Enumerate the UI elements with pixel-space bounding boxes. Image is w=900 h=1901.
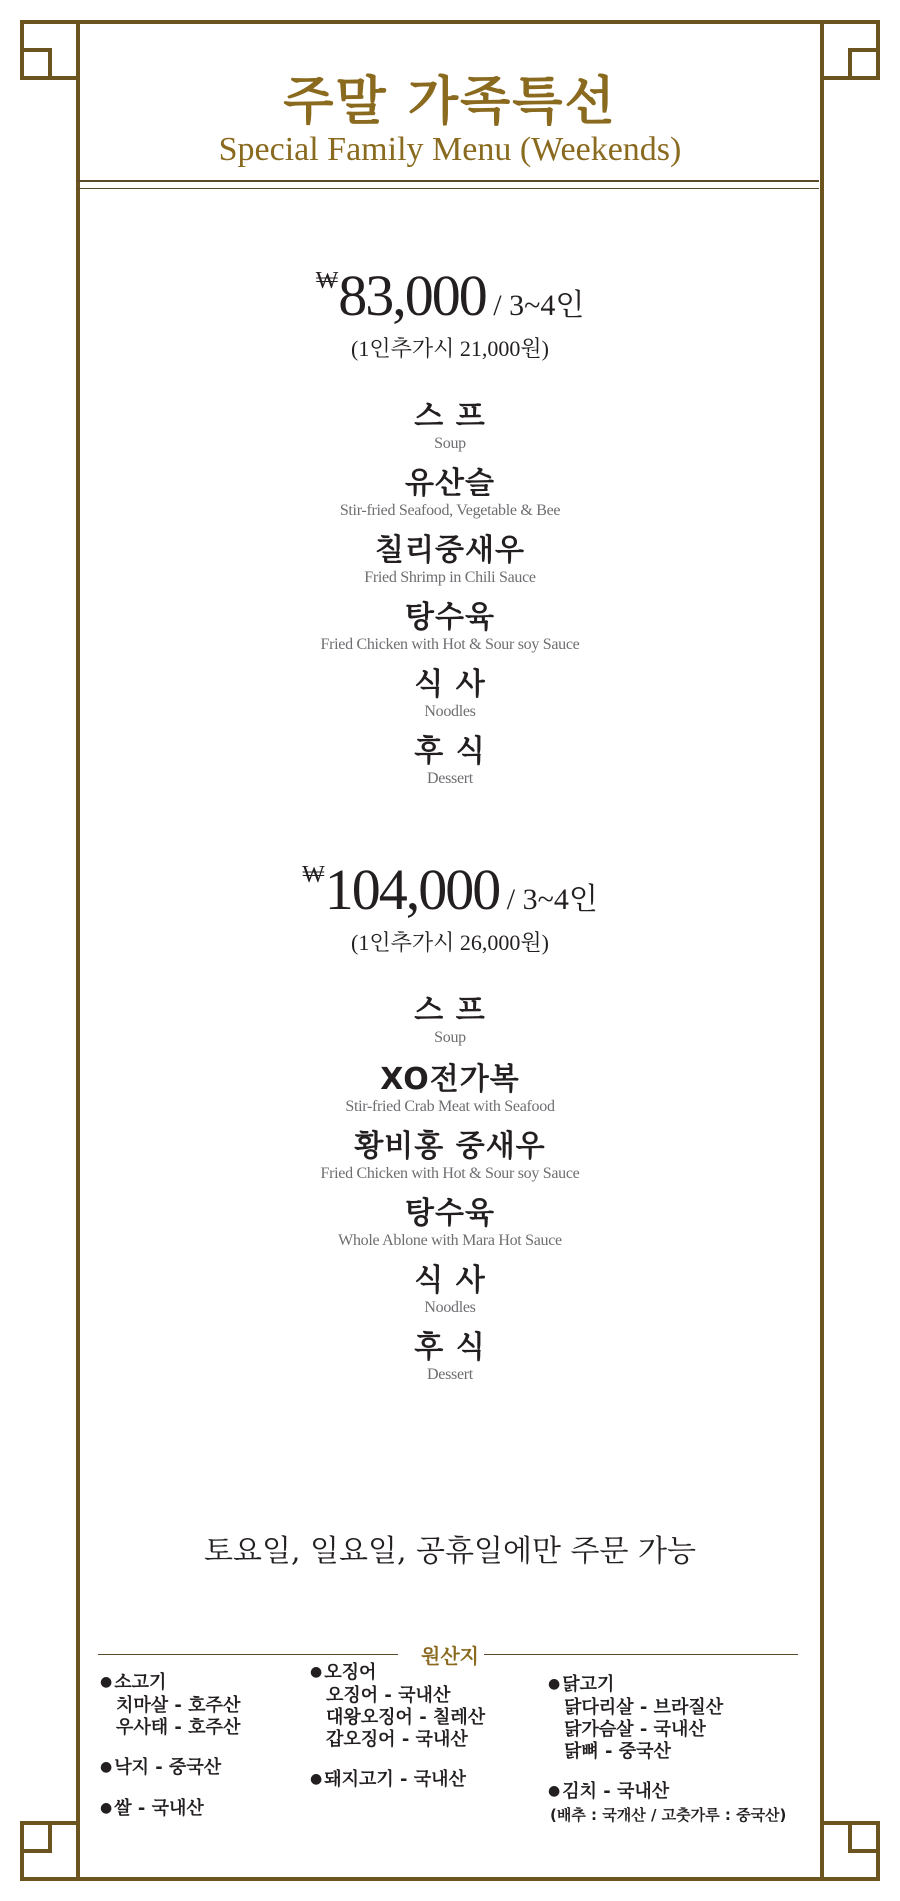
set1-extra-charge: (1인추가시 21,000원)	[351, 336, 549, 361]
origin-beef: ● 소고기	[100, 1672, 240, 1695]
page-subtitle: Special Family Menu (Weekends)	[218, 131, 682, 168]
set2-course-5	[0, 1264, 900, 1318]
course-desc: Noodles	[424, 1299, 476, 1316]
currency-symbol: ₩	[315, 268, 339, 294]
course-desc: Soup	[434, 435, 466, 452]
origin-col-2	[310, 1662, 485, 1810]
course-desc: Whole Ablone with Mara Hot Sauce	[338, 1232, 562, 1249]
origin-chicken-3: 닭뼈 - 중국산	[564, 1741, 671, 1762]
course-desc: Noodles	[424, 703, 476, 720]
origin-squid-3: 갑오징어 - 국내산	[326, 1729, 468, 1750]
course-name: 후 식	[414, 1330, 486, 1365]
set1-price	[0, 262, 900, 329]
course-name: 탕수육	[405, 600, 495, 635]
set1-course-3	[0, 534, 900, 588]
course-desc: Dessert	[427, 1366, 473, 1383]
price-per-people: / 3~4인	[499, 883, 598, 916]
origin-beef-2: 우사태 - 호주산	[116, 1717, 241, 1738]
course-desc: Dessert	[427, 770, 473, 787]
origin-kimchi: ● 김치 - 국내산	[548, 1781, 786, 1804]
origin-title: 원산지	[421, 1644, 479, 1668]
price-per-people: / 3~4인	[485, 289, 585, 322]
origin-col-1	[100, 1672, 240, 1839]
origin-beef-1: 치마살 - 호주산	[116, 1695, 241, 1716]
origin-col-3	[548, 1674, 786, 1826]
origin-rice: ● 쌀 - 국내산	[100, 1798, 240, 1821]
course-name: 스 프	[414, 993, 486, 1028]
course-desc: Fried Shrimp in Chili Sauce	[364, 569, 536, 586]
course-desc: Stir-fried Seafood, Vegetable & Bee	[339, 502, 561, 519]
title-divider-thin	[77, 188, 819, 189]
currency-symbol: ₩	[302, 862, 325, 888]
course-name: XO전가복	[380, 1062, 520, 1097]
set1-course-6	[0, 735, 900, 789]
course-name: 황비홍 중새우	[354, 1129, 546, 1164]
availability-note: 토요일, 일요일, 공휴일에만 주문 가능	[204, 1534, 696, 1569]
title-divider	[77, 180, 819, 182]
origin-octopus: ● 낙지 - 중국산	[100, 1757, 240, 1780]
course-desc: Stir-fried Crab Meat with Seafood	[345, 1098, 555, 1115]
origin-squid-2: 대왕오징어 - 칠레산	[326, 1707, 486, 1728]
course-desc: Soup	[434, 1029, 466, 1046]
set2-course-2	[0, 1063, 900, 1117]
set2-course-soup	[0, 994, 900, 1048]
course-desc: Fried Chicken with Hot & Sour soy Sauce	[320, 636, 580, 653]
origin-kimchi-note: (배추 : 국개산 / 고춧가루 : 중국산)	[550, 1806, 787, 1824]
set1-course-4	[0, 601, 900, 655]
origin-chicken-1: 닭다리살 - 브라질산	[564, 1697, 724, 1718]
origin-squid-1: 오징어 - 국내산	[326, 1685, 451, 1706]
course-name: 후 식	[414, 734, 486, 769]
set1-course-2	[0, 467, 900, 521]
set1-course-5	[0, 668, 900, 722]
course-name: 탕수육	[405, 1196, 495, 1231]
course-name: 스 프	[414, 399, 486, 434]
set2-course-6	[0, 1331, 900, 1385]
set2-course-3	[0, 1130, 900, 1184]
set2-course-4	[0, 1197, 900, 1251]
set2-extra-charge: (1인추가시 26,000원)	[351, 930, 549, 955]
course-name: 식 사	[414, 667, 486, 702]
origin-chicken: ● 닭고기	[548, 1674, 786, 1697]
course-name: 칠리중새우	[375, 533, 525, 568]
origin-squid: ● 오징어	[310, 1662, 485, 1685]
page-title: 주말 가족특선	[283, 71, 617, 132]
course-name: 유산슬	[405, 466, 495, 501]
origin-pork: ● 돼지고기 - 국내산	[310, 1769, 485, 1792]
price-amount: 83,000	[338, 263, 486, 328]
course-name: 식 사	[414, 1263, 486, 1298]
course-desc: Fried Chicken with Hot & Sour soy Sauce	[320, 1165, 580, 1182]
set1-course-soup	[0, 400, 900, 454]
set2-price	[0, 856, 900, 923]
price-amount: 104,000	[324, 857, 500, 922]
origin-chicken-2: 닭가슴살 - 국내산	[564, 1719, 706, 1740]
